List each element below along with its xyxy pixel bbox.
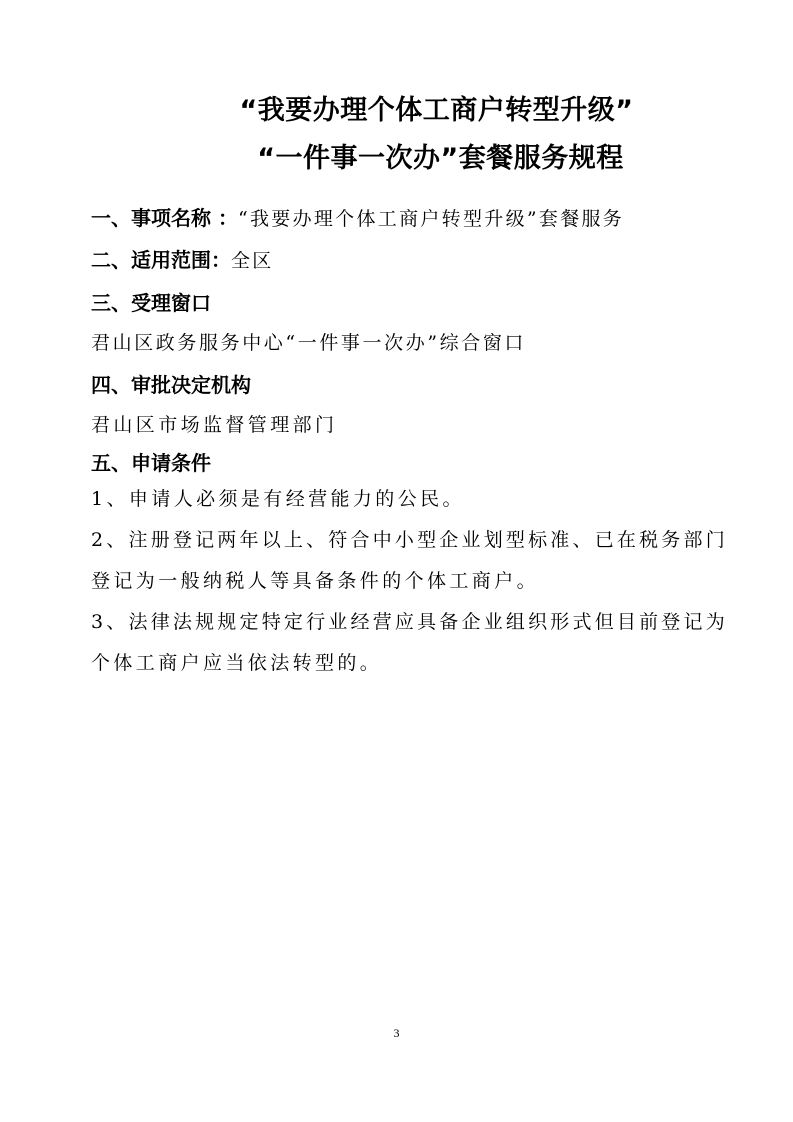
section-item-name-value: “我要办理个体工商户转型升级”套餐服务 <box>237 208 625 230</box>
page-number: 3 <box>393 1026 400 1040</box>
title-line-1: “我要办理个体工商户转型升级” <box>239 95 634 126</box>
section-scope-value: 全区 <box>231 250 274 272</box>
condition-line: 2、注册登记两年以上、符合中小型企业划型标准、已在税务部门 <box>91 529 728 551</box>
section-conditions-label: 五、申请条件 <box>91 451 211 475</box>
section-scope <box>91 244 274 273</box>
condition-line: 登记为一般纳税人等具备条件的个体工商户。 <box>91 570 540 592</box>
condition-line: 1、申请人必须是有经营能力的公民。 <box>91 488 465 510</box>
section-item-name-label: 一、事项名称 ： <box>91 206 238 230</box>
section-authority-value: 君山区市场监督管理部门 <box>91 414 338 436</box>
section-item-name <box>91 202 624 231</box>
section-scope-label: 二、适用范围： <box>91 248 231 272</box>
section-authority-label: 四、审批决定机构 <box>91 373 251 397</box>
section-window-label: 三、受理窗口 <box>91 291 211 315</box>
condition-line: 个体工商户应当依法转型的。 <box>91 652 383 674</box>
title-line-2: “一件事一次办”套餐服务规程 <box>257 143 624 174</box>
section-window-value: 君山区政务服务中心“一件事一次办”综合窗口 <box>91 332 527 354</box>
condition-line: 3、法律法规规定特定行业经营应具备企业组织形式但目前登记为 <box>91 611 728 633</box>
